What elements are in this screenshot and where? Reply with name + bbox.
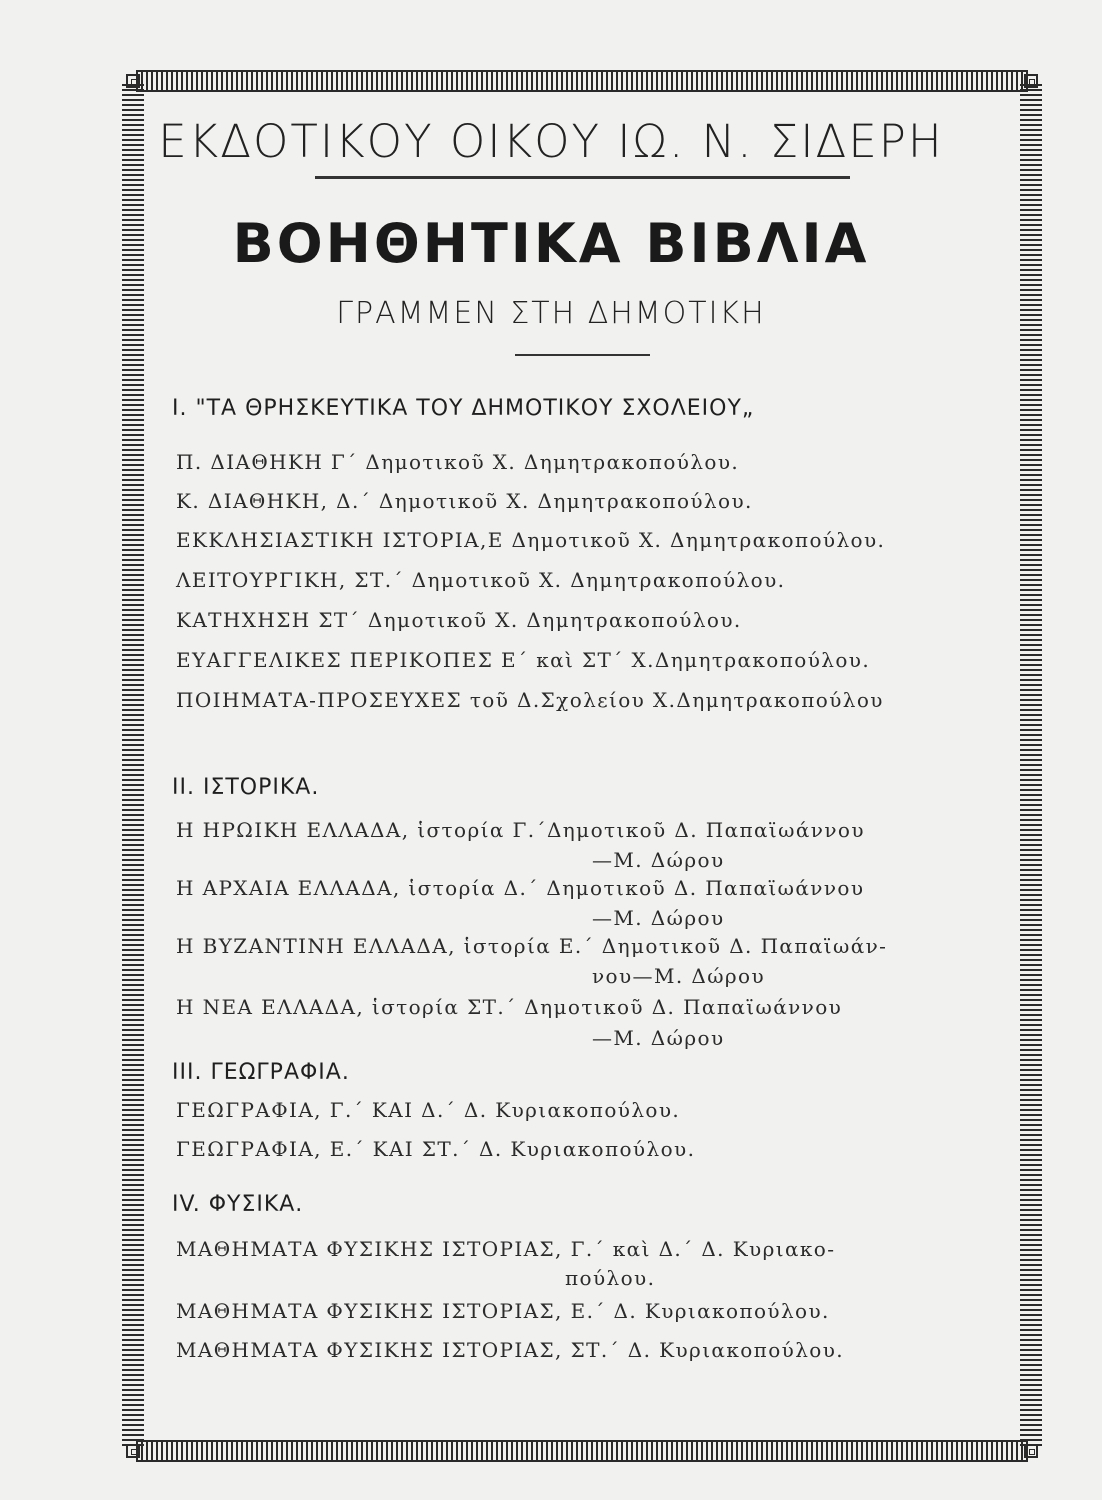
- list-item: Κ. ΔΙΑΘΗΚΗ, Δ.΄ Δημοτικοῦ Χ. Δημητρακοπούλου.: [176, 489, 753, 513]
- list-item-continuation: —Μ. Δώρου: [592, 1026, 725, 1050]
- list-item: ΠΟΙΗΜΑΤΑ-ΠΡΟΣΕΥΧΕΣ τοῦ Δ.Σχολείου Χ.Δημητρακοπούλου: [176, 688, 884, 712]
- section-heading-history: ΙΙ. ΙΣΤΟΡΙΚΑ.: [172, 775, 320, 800]
- list-item: ΕΚΚΛΗΣΙΑΣΤΙΚΗ ΙΣΤΟΡΙΑ,Ε Δημοτικοῦ Χ. Δημητρακοπούλου.: [176, 528, 886, 552]
- section-heading-physics: ΙV. ΦΥΣΙΚΑ.: [172, 1192, 304, 1217]
- list-item: ΓΕΩΓΡΑΦΙΑ, Γ.΄ ΚΑΙ Δ.΄ Δ. Κυριακοπούλου.: [176, 1098, 681, 1122]
- list-item-continuation: —Μ. Δώρου: [592, 848, 725, 872]
- page-title: ΒΟΗΘΗΤΙΚΑ ΒΙΒΛΙΑ: [232, 212, 870, 275]
- divider: [515, 354, 650, 356]
- list-item: ΚΑΤΗΧΗΣΗ ΣΤ΄ Δημοτικοῦ Χ. Δημητρακοπούλου.: [176, 608, 742, 632]
- publisher-heading: ΕΚΔΟΤΙΚΟΥ ΟΙΚΟΥ ΙΩ. Ν. ΣΙΔΕΡΗ: [158, 115, 944, 168]
- list-item: Η ΗΡΩΙΚΗ ΕΛΛΑΔΑ, ἱστορία Γ.΄Δημοτικοῦ Δ. Παπαϊωάννου: [176, 818, 865, 842]
- list-item: Η ΝΕΑ ΕΛΛΑΔΑ, ἱστορία ΣΤ.΄ Δημοτικοῦ Δ. Παπαϊωάννου: [176, 995, 843, 1019]
- list-item: ΕΥΑΓΓΕΛΙΚΕΣ ΠΕΡΙΚΟΠΕΣ Ε΄ καὶ ΣΤ΄ Χ.Δημητρακοπούλου.: [176, 648, 871, 672]
- divider: [315, 176, 850, 179]
- section-heading-geography: ΙΙΙ. ΓΕΩΓΡΑΦΙΑ.: [172, 1060, 350, 1085]
- list-item-continuation: —Μ. Δώρου: [592, 906, 725, 930]
- list-item: Η ΑΡΧΑΙΑ ΕΛΛΑΔΑ, ἱστορία Δ.΄ Δημοτικοῦ Δ. Παπαϊωάννου: [176, 876, 865, 900]
- list-item: ΓΕΩΓΡΑΦΙΑ, Ε.΄ ΚΑΙ ΣΤ.΄ Δ. Κυριακοπούλου.: [176, 1137, 696, 1161]
- list-item: ΜΑΘΗΜΑΤΑ ΦΥΣΙΚΗΣ ΙΣΤΟΡΙΑΣ, Γ.΄ καὶ Δ.΄ Δ. Κυριακο-: [176, 1237, 836, 1261]
- page-subtitle: ΓΡΑΜΜΕΝ ΣΤΗ ΔΗΜΟΤΙΚΗ: [336, 296, 766, 331]
- list-item: ΛΕΙΤΟΥΡΓΙΚΗ, ΣΤ.΄ Δημοτικοῦ Χ. Δημητρακοπούλου.: [176, 568, 786, 592]
- list-item-continuation: πούλου.: [565, 1266, 656, 1290]
- section-heading-religious: Ι. "ΤΑ ΘΡΗΣΚΕΥΤΙΚΑ ΤΟΥ ΔΗΜΟΤΙΚΟΥ ΣΧΟΛΕΙΟΥ„: [172, 396, 755, 421]
- list-item-continuation: νου—Μ. Δώρου: [592, 964, 766, 988]
- list-item: ΜΑΘΗΜΑΤΑ ΦΥΣΙΚΗΣ ΙΣΤΟΡΙΑΣ, ΣΤ.΄ Δ. Κυριακοπούλου.: [176, 1338, 845, 1362]
- list-item: Π. ΔΙΑΘΗΚΗ Γ΄ Δημοτικοῦ Χ. Δημητρακοπούλου.: [176, 450, 740, 474]
- list-item: ΜΑΘΗΜΑΤΑ ΦΥΣΙΚΗΣ ΙΣΤΟΡΙΑΣ, Ε.΄ Δ. Κυριακοπούλου.: [176, 1299, 830, 1323]
- list-item: Η ΒΥΖΑΝΤΙΝΗ ΕΛΛΑΔΑ, ἱστορία Ε.΄ Δημοτικοῦ Δ. Παπαϊωάν-: [176, 934, 888, 958]
